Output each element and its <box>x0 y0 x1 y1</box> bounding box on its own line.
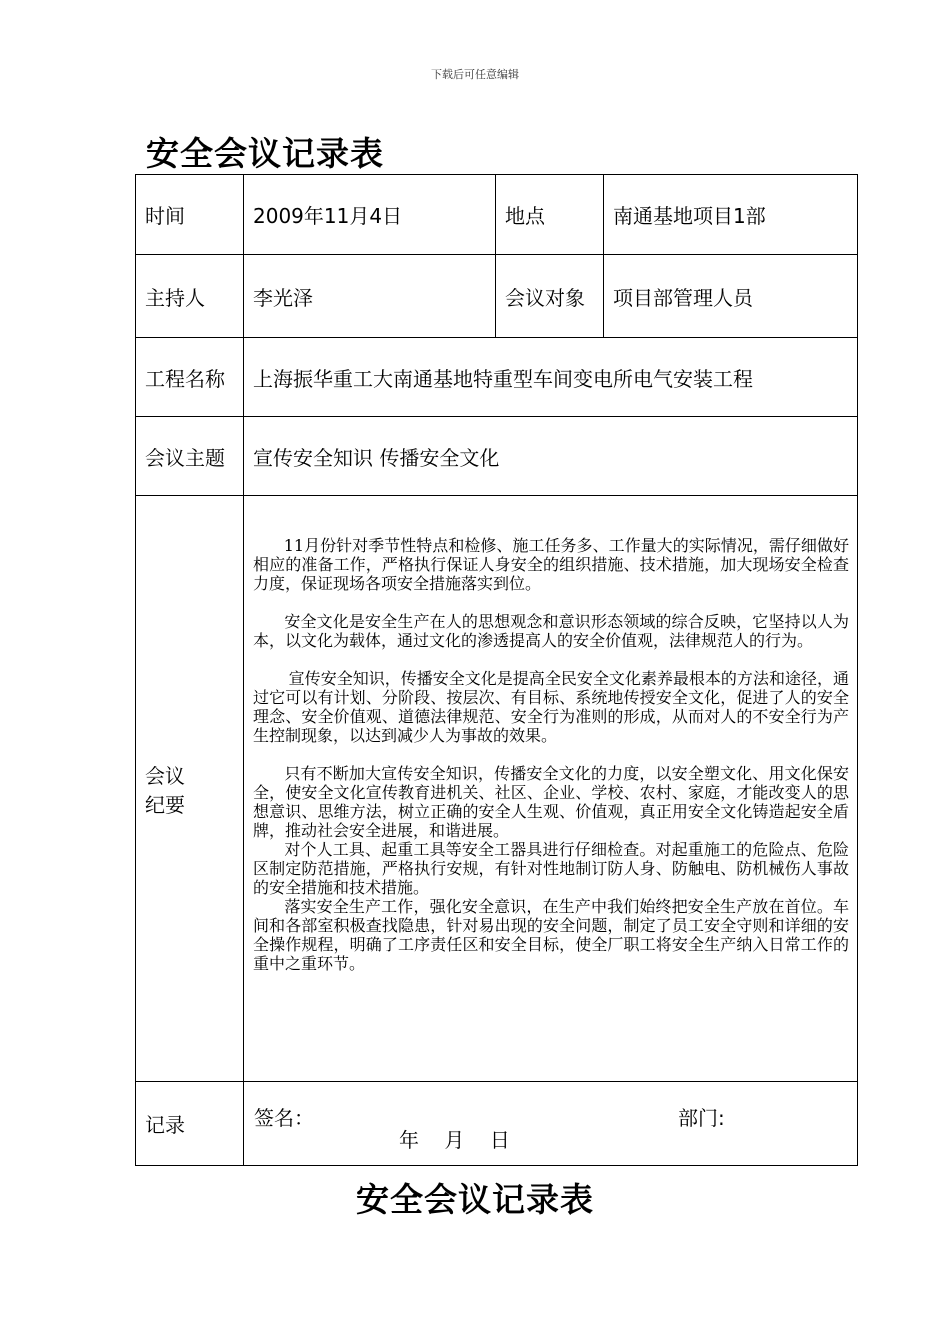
minutes-paragraph-5: 对个人工具、起重工具等安全工器具进行仔细检查。对起重施工的危险点、危险区制定防范措施，严格执行安规，有针对性地制订防人身、防触电、防机械伤人事故的安全措施和技术措施。 <box>253 840 849 897</box>
signature-label: 签名： <box>254 1106 314 1130</box>
minutes-label <box>136 496 244 1082</box>
host-label: 主持人 <box>136 255 244 338</box>
topic-value: 宣传安全知识 传播安全文化 <box>244 417 858 496</box>
record-label: 记录 <box>136 1082 244 1166</box>
row-host-audience <box>136 255 858 338</box>
time-value: 2009年11月4日 <box>244 175 496 255</box>
minutes-paragraph-2: 安全文化是安全生产在人的思想观念和意识形态领域的综合反映，它坚持以人为本，以文化为载体，通过文化的渗透提高人的安全价值观，法律规范人的行为。 <box>253 612 849 650</box>
minutes-label-line-2: 纪要 <box>145 792 185 817</box>
next-page-title: 安全会议记录表 <box>356 1180 594 1219</box>
minutes-label-line-1: 会议 <box>145 763 185 788</box>
host-value: 李光泽 <box>244 255 496 338</box>
row-record <box>136 1082 858 1166</box>
project-label: 工程名称 <box>136 338 244 417</box>
place-value: 南通基地项目1部 <box>604 175 858 255</box>
page-title: 安全会议记录表 <box>146 134 384 173</box>
minutes-paragraph-3: 宣传安全知识，传播安全文化是提高全民安全文化素养最根本的方法和途径，通过它可以有计划、分阶段、按层次、有目标、系统地传授安全文化，促进了人的安全理念、安全价值观、道德法律规范、安全行为准则的形成，从而对人的不安全行为产生控制现象，以达到减少人为事故的效果。 <box>253 669 849 745</box>
header-note: 下载后可任意编辑 <box>431 68 519 81</box>
row-topic <box>136 417 858 496</box>
date-line: 年 月 日 <box>399 1128 510 1152</box>
department-label: 部门: <box>678 1106 725 1130</box>
project-value: 上海振华重工大南通基地特重型车间变电所电气安装工程 <box>244 338 858 417</box>
minutes-content <box>244 496 858 1082</box>
place-label: 地点 <box>496 175 604 255</box>
minutes-paragraph-4: 只有不断加大宣传安全知识，传播安全文化的力度，以安全塑文化、用文化保安全，使安全文化宣传教育进机关、社区、企业、学校、农村、家庭，才能改变人的思想意识、思维方法，树立正确的安全人生观、价值观，真正用安全文化铸造起安全盾牌，推动社会安全进展，和谐进展。 <box>253 764 849 840</box>
audience-label: 会议对象 <box>496 255 604 338</box>
audience-value: 项目部管理人员 <box>604 255 858 338</box>
meeting-record-table <box>135 174 858 1166</box>
row-minutes <box>136 496 858 1082</box>
row-project <box>136 338 858 417</box>
row-time-place <box>136 175 858 255</box>
topic-label: 会议主题 <box>136 417 244 496</box>
record-content <box>244 1082 858 1166</box>
minutes-paragraph-6: 落实安全生产工作，强化安全意识，在生产中我们始终把安全生产放在首位。车间和各部室积极查找隐患，针对易出现的安全问题，制定了员工安全守则和详细的安全操作规程，明确了工序责任区和安全目标，使全厂职工将安全生产纳入日常工作的重中之重环节。 <box>253 897 849 973</box>
minutes-paragraph-1: 11月份针对季节性特点和检修、施工任务多、工作量大的实际情况，需仔细做好相应的准备工作，严格执行保证人身安全的组织措施、技术措施，加大现场安全检查力度，保证现场各项安全措施落实到位。 <box>253 536 849 593</box>
time-label: 时间 <box>136 175 244 255</box>
